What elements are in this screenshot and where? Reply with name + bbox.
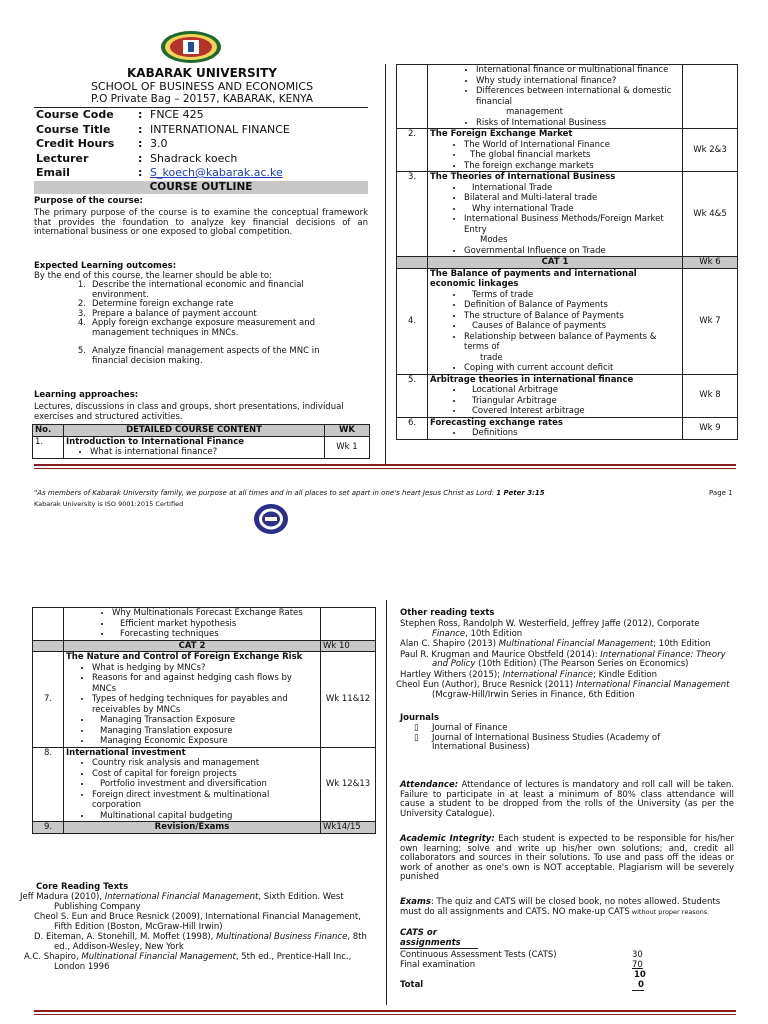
reference-item: D. Eiteman, A. Stonehill, M. Moffet (1998), Multinational Business Finance, 8th ed., Addison-Wesley, New York bbox=[34, 932, 367, 952]
grading-row: Total 0 bbox=[400, 980, 644, 990]
table-row-cat1: CAT 1 Wk 6 bbox=[397, 257, 738, 269]
core-reading-heading: Core Reading Texts bbox=[36, 882, 129, 892]
approaches-text: Lectures, discussions in class and groups, short presentations, individual exercises and structured activities. bbox=[34, 402, 344, 422]
page-number: Page 1 bbox=[709, 489, 733, 497]
outcome-item: Analyze financial management aspects of the MNC in financial decision making. bbox=[92, 346, 320, 366]
grading-row: Continuous Assessment Tests (CATS) 30 bbox=[400, 950, 643, 960]
table-row: • International finance or multinational finance • Why study international finance? • Differences between international & domestic financial management • Risks of International Business bbox=[397, 65, 738, 129]
course-info bbox=[36, 108, 366, 181]
outcome-item: Prepare a balance of payment account bbox=[92, 308, 257, 319]
outcomes-list: 1. Describe the international economic and financial environment. 2. Determine foreign exchange rate 3. Prepare a balance of payment account 4. Apply foreign exchange exposure measurement and management techniques in MNCs. 5. Analyze financial management aspects of the MNC in financial decision making. bbox=[34, 281, 364, 366]
school-name: SCHOOL OF BUSINESS AND ECONOMICS bbox=[90, 80, 314, 93]
topic-title: Forecasting exchange rates bbox=[430, 417, 563, 428]
outcome-item: Determine foreign exchange rate bbox=[92, 299, 234, 309]
footer-rule-thin bbox=[34, 1014, 736, 1015]
info-credit-hours: Credit Hours : 3.0 bbox=[36, 137, 168, 150]
reference-item: Cheol S. Eun and Bruce Resnick (2009), International Financial Management, Fifth Edition (Boston, McGraw-Hill Irwin) bbox=[34, 912, 361, 932]
reference-item: Alan C. Shapiro (2013) Multinational Financial Management; 10th Edition bbox=[400, 639, 711, 649]
approaches-heading: Learning approaches: bbox=[34, 390, 139, 400]
university-logo bbox=[160, 30, 222, 64]
reference-item: Paul R. Krugman and Maurice Obstfeld (2014): International Finance: Theory and Policy (10th Edition) (The Pearson Series on Economics) bbox=[400, 649, 726, 669]
topic-title: The Nature and Control of Foreign Exchange Risk bbox=[66, 652, 303, 662]
attendance-policy: Attendance: Attendance of lectures is mandatory and roll call will be taken. Failure to participate in at least a minimum of 80% class attendance will cause a student to be dropped from the rolls of the University (as per the University Catalogue). bbox=[400, 780, 734, 819]
course-content-table-left bbox=[32, 424, 370, 459]
table-row: 4. The Balance of payments and international economic linkages • Terms of trade • Definition of Balance of Payments • The structure of Balance of Payments • Causes of Balance of payments • Relationship between balance of Payments & terms of trade • Coping with current account deficit Wk 7 bbox=[397, 268, 738, 374]
grading-heading: CATS or assignments bbox=[400, 928, 478, 949]
table-row-revision: 9. Revision/Exams Wk14/15 bbox=[33, 822, 376, 834]
footer-motto: "As members of Kabarak University family, we purpose at all times and in all places to set apart in one's heart Jesus Christ as Lord: 1 Peter 3:15 bbox=[34, 489, 545, 497]
footer-rule-thin bbox=[34, 468, 736, 469]
other-reading-list bbox=[396, 619, 734, 700]
journal-item: ▯ Journal of International Business Studies (Academy of International Business) bbox=[414, 732, 661, 752]
grading-row: Final examination 70 bbox=[400, 960, 643, 970]
grading-row: 10 bbox=[634, 970, 646, 980]
table-row-cat2: CAT 2 Wk 10 bbox=[33, 640, 376, 652]
info-course-title: Course Title : INTERNATIONAL FINANCE bbox=[36, 122, 290, 136]
info-email: Email : S_koech@kabarak.ac.ke bbox=[36, 166, 283, 179]
table-row: 5. Arbitrage theories in international finance • Locational Arbitrage • Triangular Arbitrage • Covered Interest arbitrage Wk 8 bbox=[397, 374, 738, 417]
table-row: 7. The Nature and Control of Foreign Exchange Risk • What is hedging by MNCs? • Reasons for and against hedging cash flows by MNCs • Types of hedging techniques for payables and receivables by MNCs • Managing Transaction Exposure • Managing Translation exposure • Managing Economic Exposure Wk 11&12 bbox=[33, 652, 376, 748]
topic-title: International investment bbox=[66, 747, 186, 758]
outcome-item: Describe the international economic and financial environment. bbox=[92, 280, 304, 300]
info-lecturer: Lecturer : Shadrack koech bbox=[36, 151, 238, 165]
table-row: 6. Forecasting exchange rates • Definitions Wk 9 bbox=[397, 417, 738, 439]
reference-item: Jeff Madura (2010), International Financial Management, Sixth Edition. West Publishing Company bbox=[20, 892, 344, 912]
email-link[interactable]: S_koech@kabarak.ac.ke bbox=[150, 166, 283, 179]
topic-title: The Balance of payments and international economic linkages bbox=[430, 268, 637, 289]
iso-certification: Kabarak University is ISO 9001:2015 Certified bbox=[34, 500, 184, 508]
course-outline-title: COURSE OUTLINE bbox=[34, 181, 368, 194]
table-row: 2. The Foreign Exchange Market • The World of International Finance • The global financial markets • The foreign exchange markets Wk 2&3 bbox=[397, 129, 738, 172]
purpose-text: The primary purpose of the course is to examine the conceptual framework that provides the foundation to analyze key financial decisions of an international business or one exposed to global competition. bbox=[34, 208, 368, 237]
table-row: • Why Multinationals Forecast Exchange Rates • Efficient market hypothesis • Forecasting techniques bbox=[33, 608, 376, 641]
course-content-table-right bbox=[396, 64, 738, 440]
purpose-heading: Purpose of the course: bbox=[34, 196, 143, 206]
journal-item: ▯ Journal of Finance bbox=[414, 723, 508, 733]
outcome-item: Apply foreign exchange exposure measurement and management techniques in MNCs. bbox=[92, 318, 315, 338]
col-no: No. bbox=[33, 425, 64, 437]
topic-title: Arbitrage theories in international finance bbox=[430, 374, 634, 385]
reference-item: Cheol Eun (Author), Bruce Resnick (2011) International Financial Management (Mcgraw-Hill/Irwin Series in Finance, 6th Edition bbox=[396, 680, 730, 700]
table-row: 3. The Theories of International Business • International Trade • Bilateral and Multi-lateral trade • Why international Trade • International Business Methods/Foreign Market Entry Modes • Governmental Influence on Trade Wk 4&5 bbox=[397, 172, 738, 257]
outcomes-intro: By the end of this course, the learner should be able to: bbox=[34, 271, 272, 281]
topic-title: The Theories of International Business bbox=[430, 172, 616, 182]
grading-table bbox=[400, 950, 650, 991]
topic-title: The Foreign Exchange Market bbox=[430, 129, 573, 139]
column-divider bbox=[385, 64, 386, 464]
reference-item: Stephen Ross, Randolph W. Westerfield, Jeffrey Jaffe (2012), Corporate Finance, 10th Edition bbox=[400, 619, 700, 639]
core-reading-list bbox=[20, 893, 368, 972]
address: P.O Private Bag – 20157, KABARAK, KENYA bbox=[91, 93, 313, 105]
footer-rule bbox=[34, 464, 736, 466]
university-name: KABARAK UNIVERSITY bbox=[127, 66, 277, 80]
reference-item: A.C. Shapiro, Multinational Financial Management, 5th ed., Prentice-Hall Inc., London 1996 bbox=[24, 952, 352, 972]
iso-seal-icon bbox=[253, 503, 289, 535]
table-row: 8. International investment • Country risk analysis and management • Cost of capital for foreign projects • Portfolio investment and diversification • Foreign direct investment & multinational corporation • Multinational capital budgeting Wk 12&13 bbox=[33, 747, 376, 822]
course-content-table-page2 bbox=[32, 607, 376, 834]
column-divider bbox=[386, 600, 387, 1005]
footer-rule bbox=[34, 1010, 736, 1012]
exams-policy: Exams: The quiz and CATS will be closed book, no notes allowed. Students must do all assignments and CATS. NO make-up CATS without proper reasons. bbox=[400, 897, 721, 917]
reference-item: Hartley Withers (2015); International Finance; Kindle Edition bbox=[400, 669, 657, 680]
col-wk: WK bbox=[325, 425, 370, 437]
other-reading-heading: Other reading texts bbox=[400, 608, 495, 618]
integrity-policy: Academic Integrity: Each student is expected to be responsible for his/her own learning; solve and write up his/her own solutions; and, credit all collaborators and sources in their solutions. To use and pass off the ideas or work of another as one's own is NOT acceptable. Plagiarism will be severely punished bbox=[400, 834, 734, 882]
journals-list bbox=[414, 724, 714, 753]
table-row: 1. Introduction to International Finance • What is international finance? Wk 1 bbox=[33, 436, 370, 458]
outcomes-heading: Expected Learning outcomes: bbox=[34, 261, 177, 271]
info-course-code: Course Code : FNCE 425 bbox=[36, 108, 204, 121]
journals-heading: Journals bbox=[400, 713, 440, 723]
topic-title: Introduction to International Finance bbox=[66, 436, 245, 447]
col-content: DETAILED COURSE CONTENT bbox=[64, 425, 325, 437]
